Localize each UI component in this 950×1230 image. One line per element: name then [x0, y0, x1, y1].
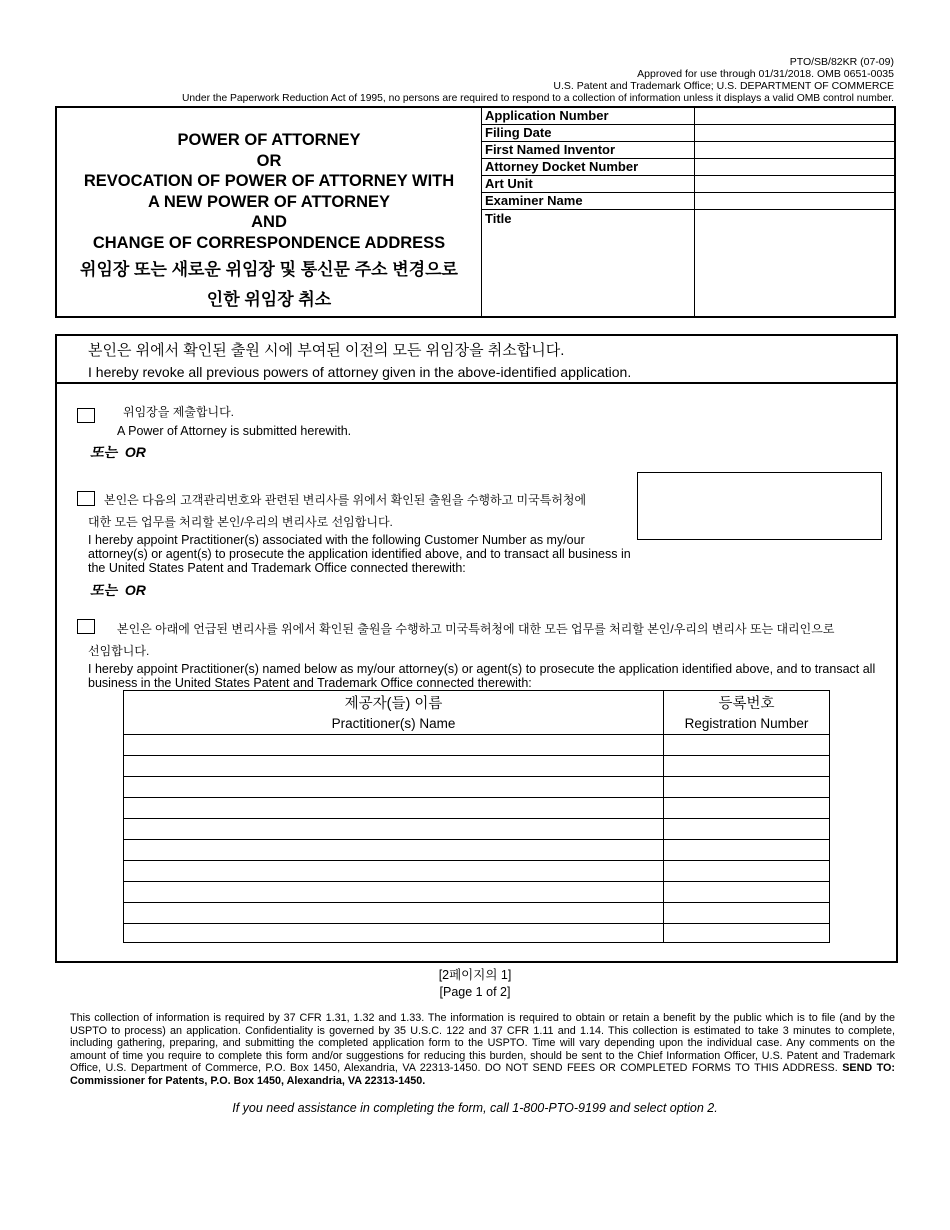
- option-3-checkbox[interactable]: [77, 619, 95, 634]
- burden-text: This collection of information is required by 37 CFR 1.31, 1.32 and 1.33. The information is required to obtain or retain a benefit by the public which is to file (and by the USPTO to process) an application. Confidentiality is governed by 35 U.S.C. 122 and 37 CFR 1.11 and 1.14. This collection is estimated to take 3 minutes to complete, including gathering, preparing, and submitting the completed application form to the USPTO. Time will vary depending upon the individual case. Any comments on the amount of time you require to complete this form and/or suggestions for reducing this burden, should be sent to the Chief Information Officer, U.S. Patent and Trademark Office, U.S. Department of Commerce, P.O. Box 1450, Alexandria, VA 22313-1450. DO NOT SEND FEES OR COMPLETED FORMS TO THIS ADDRESS.: [70, 1012, 895, 1074]
- page-indicator: [0, 967, 950, 1001]
- option-3-en-line-2: business in the United States Patent and Trademark Office connected therewith:: [88, 676, 532, 690]
- practitioner-name-ko: 제공자(들) 이름: [344, 696, 443, 712]
- title-line-4: A NEW POWER OF ATTORNEY: [148, 192, 390, 211]
- form-id: PTO/SB/82KR (07-09): [789, 56, 894, 68]
- page-en: [Page 1 of 2]: [439, 985, 511, 999]
- customer-number-input[interactable]: [637, 472, 882, 540]
- attorney-docket-number-label: Attorney Docket Number: [482, 159, 894, 176]
- option-2-ko-line-1: 본인은 다음의 고객관리번호와 관련된 변리사를 위에서 확인된 출원을 수행하고 미국특허청에: [104, 493, 587, 507]
- or-separator-1: [90, 442, 146, 462]
- form-title: [57, 130, 481, 315]
- art-unit-input[interactable]: [695, 176, 894, 193]
- or-ko-1: 또는: [90, 444, 118, 460]
- appointment-box: [55, 334, 898, 963]
- title-box: [55, 106, 896, 318]
- option-2-en-line-2: attorney(s) or agent(s) to prosecute the application identified above, and to transact all business in: [88, 547, 631, 561]
- or-separator-2: [90, 580, 146, 600]
- option-3-ko-line-1: 본인은 아래에 언급된 변리사를 위에서 확인된 출원을 수행하고 미국특허청에 대한 모든 업무를 처리할 본인/우리의 변리사 또는 대리인으로: [117, 622, 835, 636]
- option-1-checkbox[interactable]: [77, 408, 95, 423]
- application-number-label: Application Number: [482, 108, 894, 125]
- assistance-note: If you need assistance in completing the form, call 1-800-PTO-9199 and select option 2.: [232, 1101, 718, 1115]
- send-to-label: SEND TO:: [842, 1062, 896, 1074]
- title-line-5: AND: [251, 213, 287, 231]
- title-ko-line-1: 위임장 또는 새로운 위임장 및 통신문 주소 변경으로: [80, 260, 458, 279]
- filing-date-label: Filing Date: [482, 125, 894, 142]
- office-line: U.S. Patent and Trademark Office; U.S. DEPARTMENT OF COMMERCE: [553, 80, 894, 92]
- title-line-6: CHANGE OF CORRESPONDENCE ADDRESS: [92, 233, 446, 252]
- registration-number-header: [664, 694, 829, 734]
- filing-date-input[interactable]: [695, 125, 894, 142]
- application-number-input[interactable]: [695, 108, 894, 125]
- title-input[interactable]: [695, 211, 894, 316]
- option-1-en: A Power of Attorney is submitted herewith.: [117, 424, 352, 438]
- option-2-en-line-1: I hereby appoint Practitioner(s) associated with the following Customer Number as my/our: [88, 533, 585, 547]
- practitioner-table: [123, 690, 830, 943]
- burden-statement: [70, 1012, 895, 1087]
- option-3-ko-line-2: 선임합니다.: [88, 644, 150, 658]
- examiner-name-input[interactable]: [695, 193, 894, 210]
- registration-number-ko: 등록번호: [718, 696, 775, 712]
- title-line-3: REVOCATION OF POWER OF ATTORNEY WITH: [83, 172, 455, 190]
- title-line-1: POWER OF ATTORNEY: [177, 131, 361, 149]
- art-unit-label: Art Unit: [482, 176, 894, 193]
- paperwork-notice: Under the Paperwork Reduction Act of 1995, no persons are required to respond to a collection of information unless it displays a valid OMB control number.: [181, 93, 894, 104]
- option-1-ko: 위임장을 제출합니다.: [123, 405, 234, 419]
- option-3-en-line-1: I hereby appoint Practitioner(s) named below as my/our attorney(s) or agent(s) to prosecute the application identified above, and to transact all: [88, 662, 876, 676]
- omb-approval: Approved for use through 01/31/2018. OMB 0651-0035: [637, 68, 894, 80]
- practitioner-name-header: [124, 694, 663, 734]
- title-line-2: OR: [256, 151, 282, 170]
- first-named-inventor-label: First Named Inventor: [482, 142, 894, 159]
- or-ko-2: 또는: [90, 582, 118, 598]
- option-2-ko-line-2: 대한 모든 업무를 처리할 본인/우리의 변리사로 선임합니다.: [88, 515, 393, 529]
- send-to-address: Commissioner for Patents, P.O. Box 1450, Alexandria, VA 22313-1450.: [70, 1074, 426, 1087]
- or-en-2: OR: [124, 582, 146, 598]
- title-ko-line-2: 인한 위임장 취소: [206, 290, 332, 309]
- revoke-en: I hereby revoke all previous powers of attorney given in the above-identified application.: [88, 364, 632, 380]
- page-ko: [2페이지의 1]: [438, 968, 512, 982]
- option-2-checkbox[interactable]: [77, 491, 95, 506]
- registration-number-en: Registration Number: [684, 716, 809, 731]
- first-named-inventor-input[interactable]: [695, 142, 894, 159]
- title-label: Title: [485, 211, 512, 226]
- option-2-en-line-3: the United States Patent and Trademark Office connected therewith:: [88, 561, 466, 575]
- or-en-1: OR: [124, 444, 146, 460]
- practitioner-name-en: Practitioner(s) Name: [331, 716, 456, 731]
- attorney-docket-number-input[interactable]: [695, 159, 894, 176]
- examiner-name-label: Examiner Name: [482, 193, 894, 210]
- revoke-ko: 본인은 위에서 확인된 출원 시에 부여된 이전의 모든 위임장을 취소합니다.: [88, 342, 565, 359]
